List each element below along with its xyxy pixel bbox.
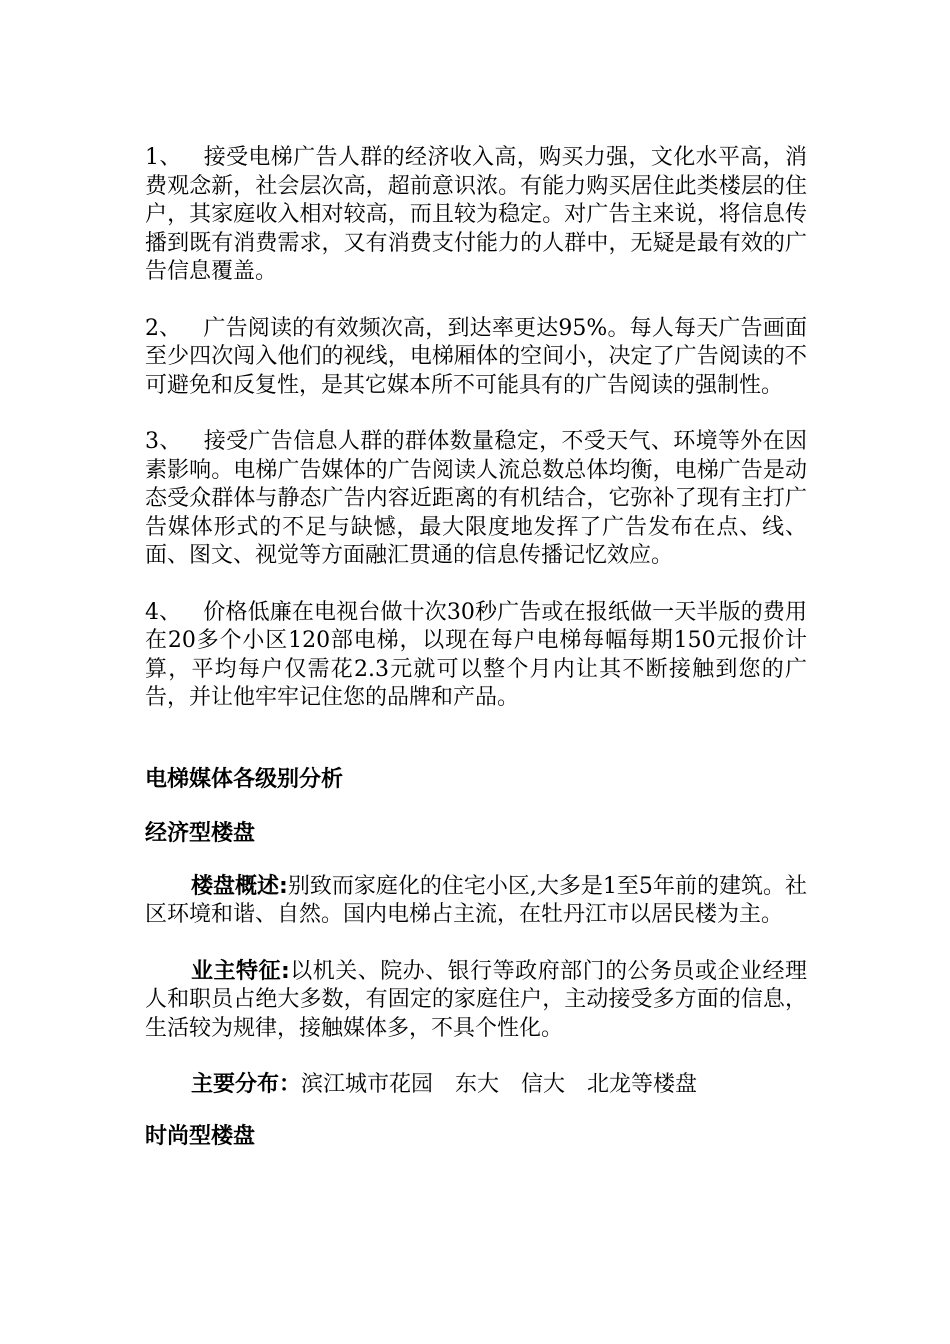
paragraph-text: 价格低廉在电视台做十次30秒广告或在报纸做一天半版的费用在20多个小区120部电梯，以现在每户电梯每幅每期150元报价计算，平均每户仅需花2.3元就可以整个月内让其不断接触到您的广告，并让他牢牢记住您的品牌和产品。 <box>145 599 808 710</box>
distribution-text: 滨江城市花园 东大 信大 北龙等楼盘 <box>301 1072 698 1097</box>
paragraph-text: 接受广告信息人群的群体数量稳定，不受天气、环境等外在因素影响。电梯广告媒体的广告阅读人流总数总体均衡，电梯广告是动态受众群体与静态广告内容近距离的有机结合，它弥补了现有主打广告媒体形式的不足与缺憾，最大限度地发挥了广告发布在点、线、面、图文、视觉等方面融汇贯通的信息传播记忆效应。 <box>145 429 807 568</box>
economy-owner <box>145 958 807 1044</box>
economy-title: 经济型楼盘 <box>145 820 256 846</box>
paragraph-1 <box>145 144 807 287</box>
overview-label: 楼盘概述: <box>191 873 288 899</box>
economy-distribution <box>145 1071 807 1100</box>
item-number: 3、 <box>145 429 182 454</box>
paragraph-4 <box>145 599 807 713</box>
paragraph-text: 广告阅读的有效频次高，到达率更达95%。每人每天广告画面至少四次闯入他们的视线，电梯厢体的空间小，决定了广告阅读的不可避免和反复性，是其它媒本所不可能具有的广告阅读的强制性。 <box>145 315 807 398</box>
section-title: 电梯媒体各级别分析 <box>145 766 344 792</box>
paragraph-2 <box>145 315 807 401</box>
paragraph-text: 接受电梯广告人群的经济收入高，购买力强，文化水平高，消费观念新，社会层次高，超前意识浓。有能力购买居住此类楼层的住户，其家庭收入相对较高，而且较为稳定。对广告主来说，将信息传播到既有消费需求，又有消费支付能力的人群中，无疑是最有效的广告信息覆盖。 <box>145 145 807 284</box>
item-number: 2、 <box>145 315 182 341</box>
distribution-label: 主要分布： <box>191 1072 302 1097</box>
owner-label: 业主特征: <box>191 958 290 984</box>
item-number: 1、 <box>145 145 182 170</box>
overview-text: 别致而家庭化的住宅小区,大多是1至5年前的建筑。社区环境和谐、自然。国内电梯占主流，在牡丹江市以居民楼为主。 <box>145 873 807 927</box>
economy-overview <box>145 873 807 930</box>
document-page <box>145 144 807 1152</box>
fashion-title: 时尚型楼盘 <box>145 1123 256 1149</box>
owner-text: 以机关、院办、银行等政府部门的公务员或企业经理人和职员占绝大多数，有固定的家庭住户，主动接受多方面的信息，生活较为规律，接触媒体多，不具个性化。 <box>145 958 807 1041</box>
paragraph-3 <box>145 428 807 571</box>
item-number: 4、 <box>145 599 182 625</box>
